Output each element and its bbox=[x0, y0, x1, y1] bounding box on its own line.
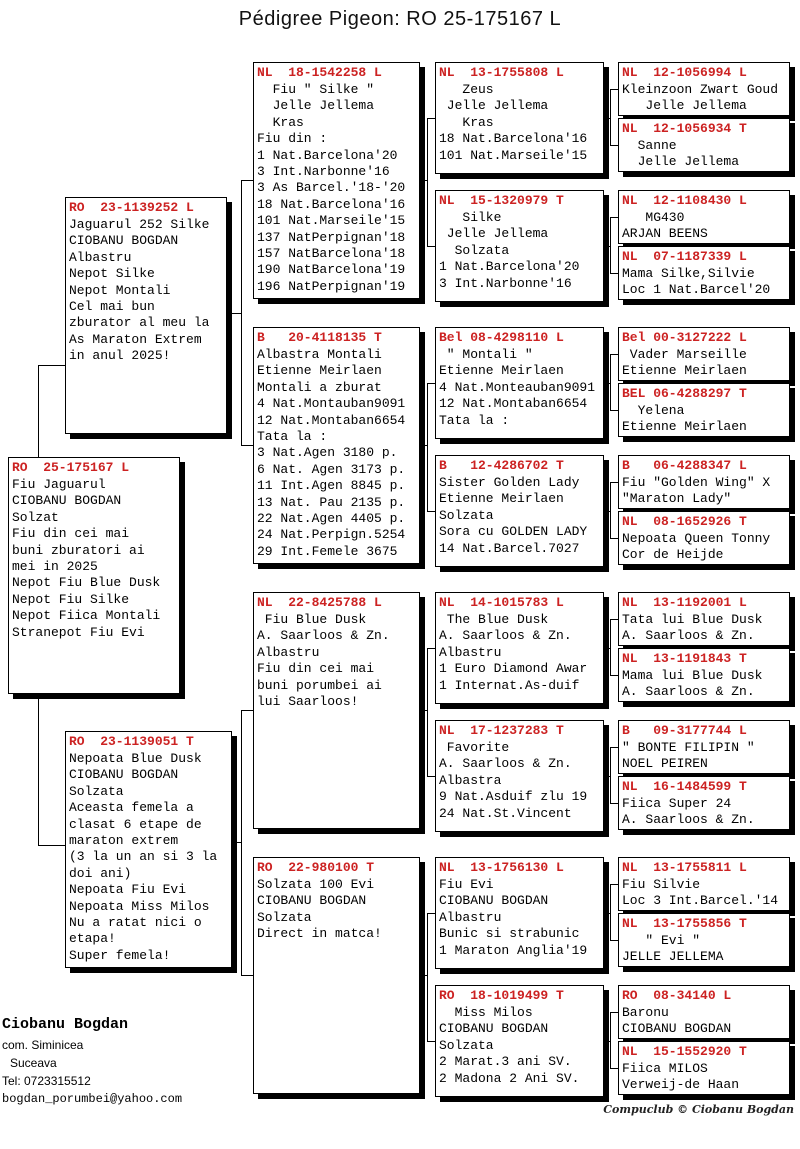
pedigree-box-gen4-7 bbox=[618, 455, 790, 509]
ring-number: RO 23-1139252 L bbox=[69, 200, 194, 215]
pigeon-details: Sanne Jelle Jellema bbox=[637, 138, 740, 170]
connector-line bbox=[610, 747, 611, 804]
connector-line bbox=[610, 884, 618, 885]
connector-line bbox=[610, 89, 618, 90]
pedigree-box-gen4-12 bbox=[618, 776, 790, 830]
connector-line bbox=[241, 710, 242, 976]
pedigree-box-gen2-2 bbox=[253, 327, 420, 564]
connector-line bbox=[427, 913, 435, 914]
pigeon-details: The Blue Dusk A. Saarloos & Zn. Albastru 1 Euro Diamond Awar 1 Internat.As-duif bbox=[439, 612, 588, 693]
page-title: Pédigree Pigeon: RO 25-175167 L bbox=[238, 8, 562, 30]
connector-line bbox=[610, 354, 611, 411]
pigeon-details: Fiu Evi CIOBANU BOGDAN Albastru Bunic si strabunic 1 Maraton Anglia'19 bbox=[439, 877, 588, 958]
ring-number: RO 08-34140 L bbox=[622, 988, 732, 1003]
pigeon-details: Fiu Blue Dusk A. Saarloos & Zn. Albastru Fiu din cei mai buni porumbei ai lui Saarloos! bbox=[257, 612, 390, 710]
pedigree-box-gen3-3 bbox=[435, 327, 604, 439]
owner-info-block bbox=[2, 1014, 262, 1108]
pedigree-box-gen3-8 bbox=[435, 985, 604, 1097]
ring-number: NL 22-8425788 L bbox=[257, 595, 382, 610]
pedigree-box-gen3-4 bbox=[435, 455, 604, 567]
pedigree-box-gen4-3 bbox=[618, 190, 790, 244]
connector-line bbox=[610, 217, 618, 218]
pedigree-box-gen4-6 bbox=[618, 383, 790, 437]
pigeon-details: " Montali " Etienne Meirlaen 4 Nat.Monteauban9091 12 Nat.Montaban6654 Tata la : bbox=[439, 347, 596, 428]
pigeon-details: Mama Silke,Silvie Loc 1 Nat.Barcel'20 bbox=[622, 266, 771, 298]
connector-line bbox=[610, 89, 611, 146]
ring-number: B 12-4286702 T bbox=[439, 458, 564, 473]
ring-number: NL 13-1755808 L bbox=[439, 65, 564, 80]
ring-number: NL 15-1320979 T bbox=[439, 193, 564, 208]
ring-number: NL 07-1187339 L bbox=[622, 249, 747, 264]
connector-line bbox=[241, 180, 253, 181]
pigeon-details: " BONTE FILIPIN " NOEL PEIREN bbox=[622, 740, 755, 772]
ring-number: NL 18-1542258 L bbox=[257, 65, 382, 80]
ring-number: NL 15-1552920 T bbox=[622, 1044, 747, 1059]
connector-line bbox=[427, 648, 435, 649]
ring-number: BEL 06-4288297 T bbox=[622, 386, 747, 401]
pedigree-box-gen3-2 bbox=[435, 190, 604, 302]
connector-line bbox=[610, 803, 618, 804]
ring-number: RO 25-175167 L bbox=[12, 460, 130, 475]
ring-number: NL 17-1237283 T bbox=[439, 723, 564, 738]
connector-line bbox=[420, 975, 427, 976]
pedigree-box-gen2-4 bbox=[253, 857, 420, 1094]
ring-number: RO 18-1019499 T bbox=[439, 988, 564, 1003]
connector-line bbox=[610, 675, 618, 676]
connector-line bbox=[427, 246, 435, 247]
connector-line bbox=[610, 747, 618, 748]
ring-number: NL 13-1191843 T bbox=[622, 651, 747, 666]
connector-line bbox=[610, 273, 618, 274]
pigeon-details: Albastra Montali Etienne Meirlaen Montali a zburat 4 Nat.Montauban9091 12 Nat.Montaban6654 Tata la : 3 Nat.Agen 3180 p. 6 Nat. Agen 3173 p. 11 Int.Agen 8845 p. 13 Nat. Pau 2135 p. 22 Nat.Agen 4405 p. 24 Nat.Perpign.5254 29 Int.Femele 3675 bbox=[257, 347, 406, 559]
pedigree-box-gen3-6 bbox=[435, 720, 604, 832]
connector-line bbox=[232, 842, 241, 843]
connector-line bbox=[610, 217, 611, 274]
pigeon-details: Solzata 100 Evi CIOBANU BOGDAN Solzata Direct in matca! bbox=[257, 877, 382, 942]
ring-number: NL 13-1192001 L bbox=[622, 595, 747, 610]
pigeon-details: Nepoata Blue Dusk CIOBANU BOGDAN Solzata Aceasta femela a clasat 6 etape de maraton extrem (3 la un an si 3 la doi ani) Nepoata Fiu Evi Nepoata Miss Milos Nu a ratat nici o etapa! Super femela! bbox=[69, 751, 218, 963]
connector-line bbox=[610, 145, 618, 146]
ring-number: B 09-3177744 L bbox=[622, 723, 747, 738]
pigeon-details: Favorite A. Saarloos & Zn. Albastra 9 Nat.Asduif zlu 19 24 Nat.St.Vincent bbox=[439, 740, 588, 821]
pigeon-details: Nepoata Queen Tonny Cor de Heijde bbox=[622, 531, 771, 563]
pigeon-details: Kleinzoon Zwart Goud Jelle Jellema bbox=[622, 82, 779, 114]
pigeon-details: MG430 ARJAN BEENS bbox=[622, 210, 708, 242]
connector-line bbox=[427, 1041, 435, 1042]
pedigree-box-gen3-5 bbox=[435, 592, 604, 704]
connector-line bbox=[427, 118, 428, 247]
pigeon-details: Mama lui Blue Dusk A. Saarloos & Zn. bbox=[622, 668, 763, 700]
pedigree-box-gen4-14 bbox=[618, 913, 790, 967]
connector-line bbox=[610, 482, 611, 539]
connector-line bbox=[420, 445, 427, 446]
owner-email: bogdan_porumbei@yahoo.com bbox=[2, 1092, 183, 1106]
ring-number: B 20-4118135 T bbox=[257, 330, 382, 345]
pigeon-details: Sister Golden Lady Etienne Meirlaen Solzata Sora cu GOLDEN LADY 14 Nat.Barcel.7027 bbox=[439, 475, 588, 556]
connector-line bbox=[241, 180, 242, 446]
pigeon-details: " Evi " JELLE JELLEMA bbox=[622, 933, 724, 965]
pigeon-details: Fiu "Golden Wing" X "Maraton Lady" bbox=[622, 475, 771, 507]
owner-commune: com. Siminicea bbox=[2, 1038, 84, 1052]
pigeon-details: Jaguarul 252 Silke CIOBANU BOGDAN Albastru Nepot Silke Nepot Montali Cel mai bun zburator al meu la As Maraton Extrem in anul 2025! bbox=[69, 217, 210, 364]
pedigree-box-father bbox=[65, 197, 227, 434]
ring-number: Bel 00-3127222 L bbox=[622, 330, 747, 345]
pedigree-box-gen4-1 bbox=[618, 62, 790, 116]
pedigree-box-gen4-8 bbox=[618, 511, 790, 565]
connector-line bbox=[38, 365, 66, 366]
connector-line bbox=[610, 1012, 611, 1069]
ring-number: NL 13-1755856 T bbox=[622, 916, 747, 931]
connector-line bbox=[227, 313, 241, 314]
ring-number: NL 08-1652926 T bbox=[622, 514, 747, 529]
connector-line bbox=[427, 511, 435, 512]
connector-line bbox=[610, 619, 611, 676]
pedigree-box-gen3-1 bbox=[435, 62, 604, 174]
software-credit: Compuclub © Ciobanu Bogdan bbox=[603, 1103, 794, 1116]
connector-line bbox=[427, 913, 428, 1042]
pedigree-box-subject bbox=[8, 457, 180, 694]
pedigree-box-mother bbox=[65, 731, 232, 968]
ring-number: NL 12-1056934 T bbox=[622, 121, 747, 136]
connector-line bbox=[38, 845, 66, 846]
pigeon-details: Miss Milos CIOBANU BOGDAN Solzata 2 Marat.3 ani SV. 2 Madona 2 Ani SV. bbox=[439, 1005, 580, 1086]
pedigree-box-gen2-1 bbox=[253, 62, 420, 299]
connector-line bbox=[427, 648, 428, 777]
connector-line bbox=[610, 538, 618, 539]
ring-number: B 06-4288347 L bbox=[622, 458, 747, 473]
connector-line bbox=[241, 710, 253, 711]
connector-line bbox=[610, 1068, 618, 1069]
pigeon-details: Yelena Etienne Meirlaen bbox=[622, 403, 747, 435]
pigeon-details: Fiica MILOS Verweij-de Haan bbox=[622, 1061, 740, 1093]
connector-line bbox=[610, 354, 618, 355]
pigeon-details: Baronu CIOBANU BOGDAN bbox=[622, 1005, 732, 1037]
connector-line bbox=[420, 710, 427, 711]
pigeon-details: Fiu Jaguarul CIOBANU BOGDAN Solzat Fiu din cei mai buni zburatori ai mei in 2025 Nepot Fiu Blue Dusk Nepot Fiu Silke Nepot Fiica Montali Stranepot Fiu Evi bbox=[12, 477, 161, 640]
pedigree-box-gen4-10 bbox=[618, 648, 790, 702]
pedigree-box-gen4-9 bbox=[618, 592, 790, 646]
pigeon-details: Zeus Jelle Jellema Kras 18 Nat.Barcelona'16 101 Nat.Marseile'15 bbox=[439, 82, 588, 163]
pedigree-box-gen4-5 bbox=[618, 327, 790, 381]
ring-number: NL 13-1756130 L bbox=[439, 860, 564, 875]
connector-line bbox=[427, 118, 435, 119]
pedigree-box-gen2-3 bbox=[253, 592, 420, 829]
pigeon-details: Fiu Silvie Loc 3 Int.Barcel.'14 bbox=[622, 877, 779, 909]
connector-line bbox=[420, 180, 427, 181]
owner-name: Ciobanu Bogdan bbox=[2, 1016, 129, 1033]
pedigree-box-gen4-11 bbox=[618, 720, 790, 774]
connector-line bbox=[610, 940, 618, 941]
connector-line bbox=[610, 1012, 618, 1013]
connector-line bbox=[610, 482, 618, 483]
pigeon-details: Fiica Super 24 A. Saarloos & Zn. bbox=[622, 796, 755, 828]
connector-line bbox=[427, 383, 435, 384]
connector-line bbox=[610, 410, 618, 411]
pigeon-details: Fiu " Silke " Jelle Jellema Kras Fiu din : 1 Nat.Barcelona'20 3 Int.Narbonne'16 3 As Barcel.'18-'20 18 Nat.Barcelona'16 101 Nat.Marseile'15 137 NatPerpignan'18 157 NatBarcelona'18 190 NatBarcelona'19 196 NatPerpignan'19 bbox=[257, 82, 406, 294]
owner-city: Suceava bbox=[10, 1056, 57, 1070]
pedigree-box-gen4-2 bbox=[618, 118, 790, 172]
ring-number: RO 23-1139051 T bbox=[69, 734, 194, 749]
connector-line bbox=[427, 776, 435, 777]
pigeon-details: Vader Marseille Etienne Meirlaen bbox=[622, 347, 747, 379]
ring-number: NL 13-1755811 L bbox=[622, 860, 747, 875]
pigeon-details: Silke Jelle Jellema Solzata 1 Nat.Barcelona'20 3 Int.Narbonne'16 bbox=[439, 210, 580, 291]
pedigree-box-gen3-7 bbox=[435, 857, 604, 969]
connector-line bbox=[241, 445, 253, 446]
pedigree-box-gen4-4 bbox=[618, 246, 790, 300]
ring-number: NL 12-1108430 L bbox=[622, 193, 747, 208]
connector-line bbox=[427, 383, 428, 512]
ring-number: RO 22-980100 T bbox=[257, 860, 375, 875]
pedigree-box-gen4-15 bbox=[618, 985, 790, 1039]
pigeon-details: Tata lui Blue Dusk A. Saarloos & Zn. bbox=[622, 612, 763, 644]
connector-line bbox=[610, 884, 611, 941]
ring-number: NL 12-1056994 L bbox=[622, 65, 747, 80]
ring-number: Bel 08-4298110 L bbox=[439, 330, 564, 345]
ring-number: NL 14-1015783 L bbox=[439, 595, 564, 610]
pedigree-box-gen4-13 bbox=[618, 857, 790, 911]
owner-phone: Tel: 0723315512 bbox=[2, 1074, 91, 1088]
pedigree-box-gen4-16 bbox=[618, 1041, 790, 1095]
ring-number: NL 16-1484599 T bbox=[622, 779, 747, 794]
connector-line bbox=[241, 975, 253, 976]
connector-line bbox=[610, 619, 618, 620]
